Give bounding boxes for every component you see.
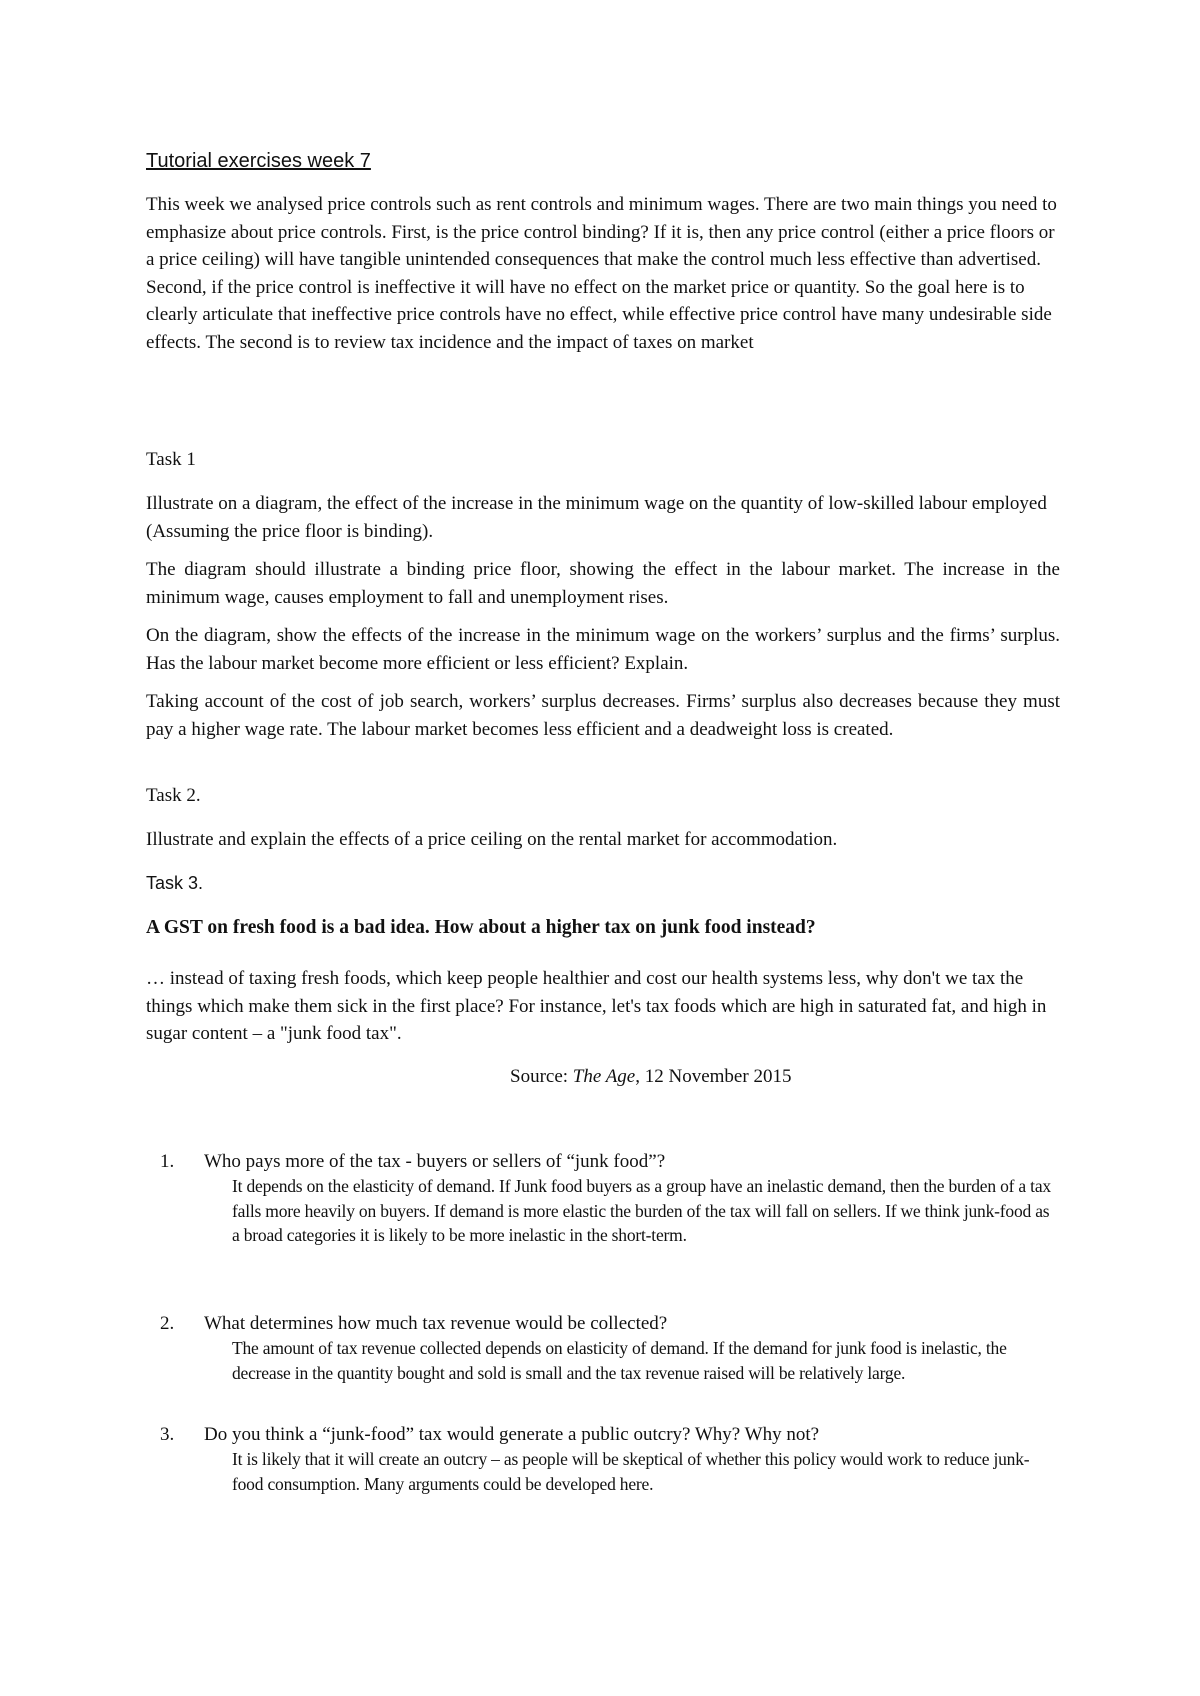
task1-answer-1: The diagram should illustrate a binding price floor, showing the effect in the labour market. The increase in the minimum wage, causes employment to fall and unemployment rises. xyxy=(146,559,1060,608)
question-text: Do you think a “junk-food” tax would generate a public outcry? Why? Why not? xyxy=(204,1424,820,1445)
intro-paragraph: This week we analysed price controls such as rent controls and minimum wages. There are two main things you need to emphasize about price controls. First, is the price control binding? If it is, then any price control (either a price floors or a price ceiling) will have tangible unintended consequences that make the control much less effective than advertised. Second, if the price control is ineffective it will have no effect on the market price or quantity. So the goal here is to clearly articulate that ineffective price controls have no effect, while effective price control have many undesirable side effects. The second is to review tax incidence and the impact of taxes on market xyxy=(146,194,1057,353)
task1-answer-2: Taking account of the cost of job search, workers’ surplus decreases. Firms’ surplus also decreases because they must pay a higher wage rate. The labour market becomes less efficient and a deadweight loss is created. xyxy=(146,691,1060,740)
task1-question-2: On the diagram, show the effects of the increase in the minimum wage on the workers’ surplus and the firms’ surplus. Has the labour market become more efficient or less efficient? Explain. xyxy=(146,625,1060,674)
task2-question: Illustrate and explain the effects of a price ceiling on the rental market for accommodation. xyxy=(146,829,838,850)
page-title: Tutorial exercises week 7 xyxy=(146,150,371,172)
source-publication: The Age xyxy=(572,1066,636,1087)
article-excerpt: … instead of taxing fresh foods, which keep people healthier and cost our health systems less, why don't we tax the things which make them sick in the first place? For instance, let's tax foods which are high in saturated fat, and high in sugar content – a "junk food tax". xyxy=(146,968,1047,1044)
task1-question-1: Illustrate on a diagram, the effect of the increase in the minimum wage on the quantity of low-skilled labour employed (Assuming the price floor is binding). xyxy=(146,493,1047,542)
source-prefix: Source: xyxy=(510,1066,573,1087)
question-number: 1. xyxy=(160,1151,175,1172)
task1-label: Task 1 xyxy=(146,449,196,470)
question-text: What determines how much tax revenue would be collected? xyxy=(204,1313,668,1334)
answer-text: It depends on the elasticity of demand. If Junk food buyers as a group have an inelastic demand, then the burden of a tax falls more heavily on buyers. If demand is more elastic the burden of the tax will fall on sellers. If we think junk-food as a broad categories it is likely to be more inelastic in the short-term. xyxy=(232,1176,1051,1245)
answer-text: The amount of tax revenue collected depends on elasticity of demand. If the demand for junk food is inelastic, the decrease in the quantity bought and sold is small and the tax revenue raised will be relatively large. xyxy=(232,1338,1007,1383)
task3-label: Task 3. xyxy=(146,873,204,893)
article-source xyxy=(146,1063,1060,1091)
task2-label: Task 2. xyxy=(146,785,201,806)
answer-text: It is likely that it will create an outcry – as people will be skeptical of whether this policy would work to reduce junk-food consumption. Many arguments could be developed here. xyxy=(232,1449,1030,1494)
question-text: Who pays more of the tax - buyers or sellers of “junk food”? xyxy=(204,1151,666,1172)
source-date: , 12 November 2015 xyxy=(635,1066,792,1087)
question-number: 3. xyxy=(160,1424,175,1445)
question-number: 2. xyxy=(160,1313,175,1334)
article-headline: A GST on fresh food is a bad idea. How about a higher tax on junk food instead? xyxy=(146,917,816,938)
